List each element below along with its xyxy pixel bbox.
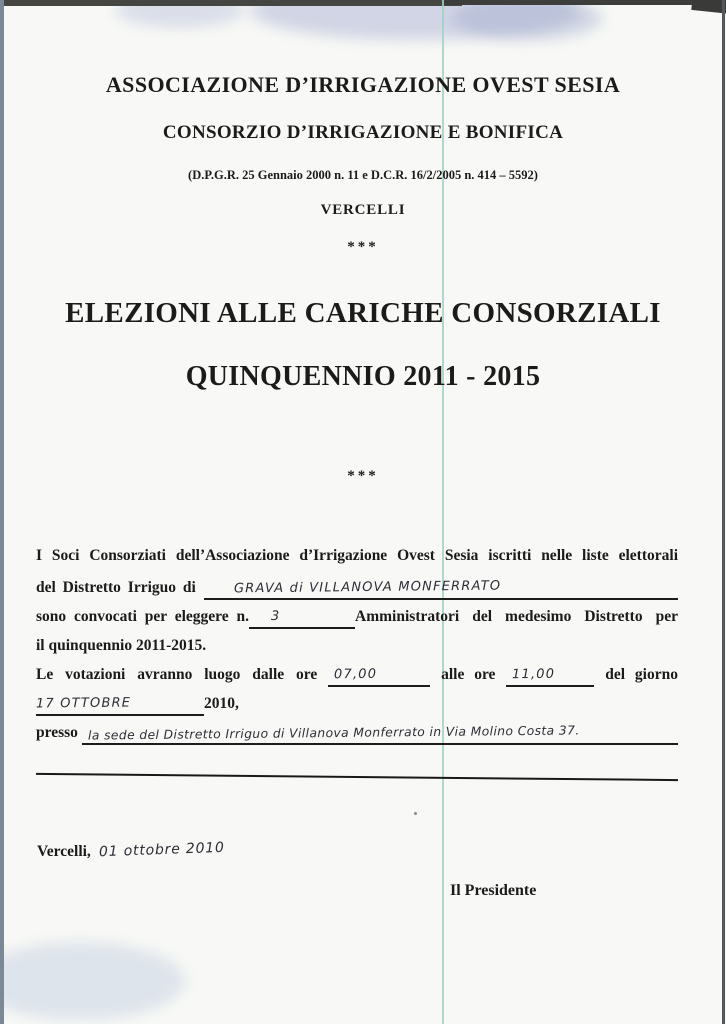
scan-smudge bbox=[250, 0, 580, 40]
elect-number-blank-underline bbox=[249, 608, 355, 629]
scan-edge-right bbox=[722, 0, 725, 1024]
voting-mid: alle ore bbox=[441, 666, 496, 683]
scan-smudge bbox=[452, 0, 602, 40]
footer-date-handwritten: 01 ottobre 2010 bbox=[98, 839, 225, 861]
district-blank-underline bbox=[204, 579, 678, 600]
scan-edge-top bbox=[0, 0, 462, 6]
quinquennio-line bbox=[36, 629, 678, 658]
year-text: 2010, bbox=[204, 695, 239, 712]
date-blank-underline bbox=[36, 695, 204, 716]
paper-fold-line bbox=[442, 0, 444, 1024]
voting-line bbox=[36, 658, 678, 687]
footer-place-label: Vercelli, bbox=[37, 843, 91, 860]
date-handwritten: 17 OTTOBRE bbox=[35, 695, 132, 712]
elect-suffix: Amministratori del medesimo Distretto per bbox=[355, 608, 678, 625]
empty-rule-line bbox=[36, 773, 678, 781]
time-from-blank-underline bbox=[328, 666, 430, 687]
separator-stars-middle: *** bbox=[347, 468, 379, 484]
decree-reference: (D.P.G.R. 25 Gennaio 2000 n. 11 e D.C.R. 16/2/2005 n. 414 – 5592) bbox=[188, 168, 538, 182]
scan-smudge bbox=[0, 942, 185, 1020]
voting-prefix: Le votazioni avranno luogo dalle ore bbox=[36, 666, 318, 683]
date-line bbox=[36, 687, 678, 716]
district-line bbox=[36, 571, 678, 600]
scan-edge-top-right bbox=[443, 0, 726, 5]
consortium-name: CONSORZIO D’IRRIGAZIONE E BONIFICA bbox=[162, 122, 564, 143]
elect-number-handwritten: 3 bbox=[270, 608, 281, 625]
venue-handwritten-value: la sede del Distretto Irriguo di Villanova Monferrato in Via Molino Costa 37. bbox=[87, 723, 580, 743]
scan-edge-corner bbox=[691, 0, 726, 14]
signature-title: Il Presidente bbox=[450, 882, 537, 899]
venue-line bbox=[36, 716, 678, 745]
city-name: VERCELLI bbox=[320, 202, 406, 218]
venue-blank-underline bbox=[82, 724, 678, 745]
elect-prefix: sono convocati per eleggere n. bbox=[36, 608, 250, 625]
venue-label: presso bbox=[36, 724, 78, 741]
footer-place-line bbox=[37, 841, 225, 861]
time-from-handwritten: 07,00 bbox=[334, 666, 378, 683]
election-title-line1: ELEZIONI ALLE CARICHE CONSORZIALI bbox=[65, 297, 661, 329]
scan-dot-artifact bbox=[414, 812, 417, 815]
elect-line bbox=[36, 600, 678, 629]
separator-stars-top: *** bbox=[347, 239, 379, 255]
time-to-blank-underline bbox=[506, 666, 594, 687]
district-label: del Distretto Irriguo di bbox=[36, 579, 196, 596]
intro-line: I Soci Consorziati dell’Associazione d’Irrigazione Ovest Sesia iscritti nelle liste elettorali bbox=[36, 547, 678, 564]
district-handwritten-value: GRAVA di VILLANOVA MONFERRATO bbox=[233, 578, 502, 597]
election-title-line2: QUINQUENNIO 2011 - 2015 bbox=[185, 361, 541, 392]
voting-suffix: del giorno bbox=[605, 666, 678, 683]
notice-body bbox=[36, 542, 678, 778]
time-to-handwritten: 11,00 bbox=[512, 666, 556, 683]
quinquennio-text: il quinquennio 2011-2015. bbox=[36, 637, 207, 654]
scan-edge-left bbox=[0, 0, 4, 1024]
association-name: ASSOCIAZIONE D’IRRIGAZIONE OVEST SESIA bbox=[105, 72, 621, 97]
